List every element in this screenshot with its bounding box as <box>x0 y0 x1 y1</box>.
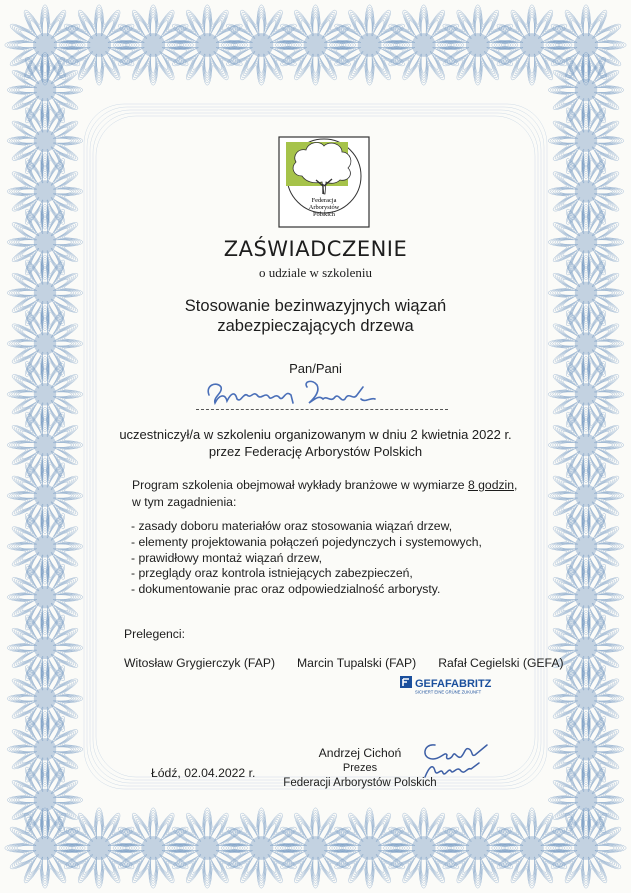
list-item: - przeglądy oraz kontrola istniejących zabezpieczeń, <box>131 566 413 581</box>
list-item: - elementy projektowania połączeń pojedynczych i systemowych, <box>131 534 482 549</box>
list-item: - prawidłowy montaż wiązań drzew, <box>131 550 323 565</box>
lecturers-label: Prelegenci: <box>124 627 185 641</box>
program-suffix: , <box>514 478 518 492</box>
svg-text:Arborystów: Arborystów <box>308 204 340 211</box>
certificate-title: ZAŚWIADCZENIE <box>223 237 408 261</box>
course-title-line1: Stosowanie bezinwazyjnych wiązań <box>184 297 447 315</box>
signature-dotted-line <box>196 409 448 410</box>
list-item: - zasady doboru materiałów oraz stosowania wiązań drzew, <box>131 519 453 533</box>
program-description <box>132 477 532 510</box>
president-signature <box>415 737 515 785</box>
participant-signature <box>195 373 445 413</box>
place-date: Łódź, 02.04.2022 r. <box>151 766 256 780</box>
lecturer-name: Marcin Tupalski (FAP) <box>297 656 417 670</box>
gefa-logo <box>400 675 516 695</box>
svg-text:Federacja: Federacja <box>311 197 337 204</box>
topics-list <box>131 519 482 598</box>
salutation: Pan/Pani <box>289 361 342 376</box>
svg-text:Polskich: Polskich <box>312 211 336 218</box>
lecturer-name: Rafał Cegielski (GEFA) <box>438 656 564 670</box>
lecturers-list <box>124 656 586 670</box>
participation-text-line2: przez Federację Arborystów Polskich <box>208 444 423 459</box>
president-org: Federacji Arborystów Polskich <box>283 777 437 789</box>
lecturer-name: Witosław Grygierczyk (FAP) <box>124 656 276 670</box>
program-prefix: Program szkolenia obejmował wykłady branżowe w wymiarze <box>132 478 468 492</box>
participation-text-line1: uczestniczył/a w szkoleniu organizowanym w dniu 2 kwietnia 2022 r. <box>119 427 512 442</box>
list-item: - dokumentowanie prac oraz odpowiedzialność arborysty. <box>131 582 441 597</box>
fap-logo <box>278 136 370 228</box>
program-line2: w tym zagadnienia: <box>132 494 237 509</box>
course-title-line2: zabezpieczających drzewa <box>217 317 414 335</box>
svg-text:SICHERT EINE GRÜNE ZUKUNFT: SICHERT EINE GRÜNE ZUKUNFT <box>415 689 482 695</box>
president-role: Prezes <box>342 762 378 774</box>
president-name: Andrzej Cichoń <box>318 746 402 760</box>
certificate-subtitle: o udziale w szkoleniu <box>259 265 372 280</box>
program-hours: 8 godzin <box>467 478 515 492</box>
svg-text:GEFAFABRITZ: GEFAFABRITZ <box>415 678 492 690</box>
